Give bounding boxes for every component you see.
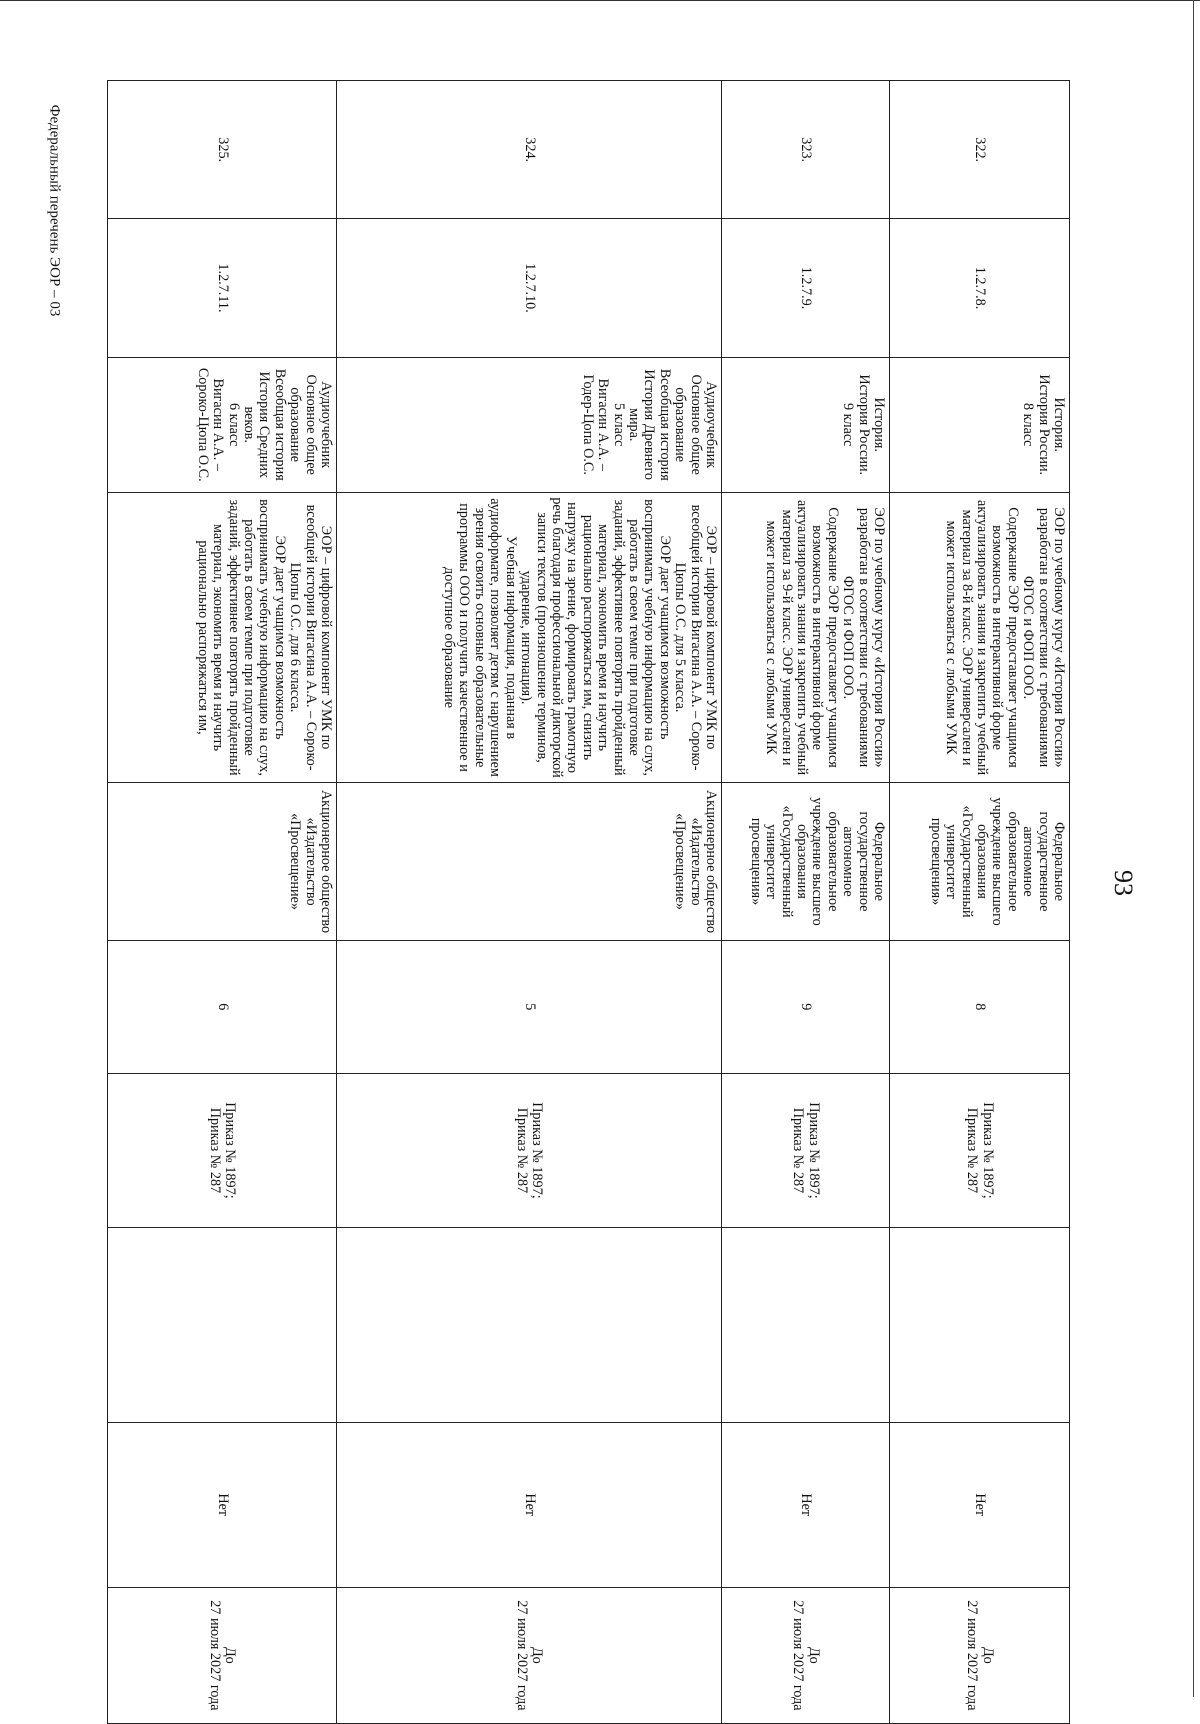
- table-row: [337, 81, 722, 1724]
- row-order: Приказ № 1897; Приказ № 287: [890, 1073, 1070, 1227]
- row-order: Приказ № 1897; Приказ № 287: [722, 1073, 890, 1227]
- row-publisher: Федеральное государственное автономное образовательное учреждение высшего образования «Государственный университет просвещения»: [722, 783, 890, 940]
- row-answer: Нет: [890, 1422, 1070, 1587]
- table-row: [890, 81, 1070, 1724]
- row-answer: Нет: [337, 1422, 722, 1587]
- row-number: 322.: [890, 81, 1070, 219]
- row-grade: 9: [722, 940, 890, 1073]
- row-order: Приказ № 1897; Приказ № 287: [337, 1073, 722, 1227]
- row-deadline: До 27 июля 2027 года: [722, 1587, 890, 1723]
- row-code: 1.2.7.10.: [337, 219, 722, 357]
- row-publisher: Акционерное общество «Издательство «Просвещение»: [337, 783, 722, 940]
- footer-note: Федеральный перечень ЭОР – 03: [46, 104, 63, 317]
- row-order: Приказ № 1897; Приказ № 287: [108, 1073, 337, 1227]
- scan-border-right: [1193, 0, 1194, 1697]
- row-number: 325.: [108, 81, 337, 219]
- row-title: Аудиоучебник Основное общее образование Всеобщая история История Древнего мира. 5 класс Вигасин А.А. – Годер-Цопа О.С.: [337, 357, 722, 492]
- row-deadline: До 27 июля 2027 года: [337, 1587, 722, 1723]
- row-number: 324.: [337, 81, 722, 219]
- row-description: ЭОР – цифровой компонент УМК по всеобщей истории Вигасина А.А. – Сороко-Цюпы О.С. для 6 класса. ЭОР дает учащимся возможность воспринимать учебную информацию на слух, работать в своем темпе при подготовке заданий, эффективнее повторять пройденный материал, экономить время и научить рационально распоряжаться им,: [108, 492, 337, 783]
- row-title: История. История России. 8 класс: [890, 357, 1070, 492]
- row-description: ЭОР по учебному курсу «История России» разработан в соответствии с требованиями ФГОС и ФОП ООО. Содержание ЭОР предоставляет учащимся возможность в интерактивной форме актуализировать знания и закрепить учебный материал за 9-й класс. ЭОР универсален и может использоваться с любыми УМК: [722, 492, 890, 783]
- row-answer: Нет: [722, 1422, 890, 1587]
- row-deadline: До 27 июля 2027 года: [890, 1587, 1070, 1723]
- row-deadline: До 27 июля 2027 года: [108, 1587, 337, 1723]
- row-title: Аудиоучебник Основное общее образование Всеобщая история История Средних веков. 6 класс Вигасин А.А. – Сороко-Цюпа О.С.: [108, 357, 337, 492]
- row-code: 1.2.7.9.: [722, 219, 890, 357]
- row-code: 1.2.7.11.: [108, 219, 337, 357]
- table-row: [722, 81, 890, 1724]
- row-grade: 5: [337, 940, 722, 1073]
- row-extra: [722, 1228, 890, 1423]
- page-number: 93: [1109, 870, 1138, 896]
- row-number: 323.: [722, 81, 890, 219]
- row-grade: 6: [108, 940, 337, 1073]
- row-description: ЭОР по учебному курсу «История России» разработан в соответствии с требованиями ФГОС и ФОП ООО. Содержание ЭОР предоставляет учащимся возможность в интерактивной форме актуализировать знания и закрепить учебный материал за 8-й класс. ЭОР универсален и может использоваться с любыми УМК: [890, 492, 1070, 783]
- row-answer: Нет: [108, 1422, 337, 1587]
- row-extra: [337, 1228, 722, 1423]
- eor-table-container: [108, 80, 1070, 1724]
- row-publisher: Акционерное общество «Издательство «Просвещение»: [108, 783, 337, 940]
- eor-table: [107, 80, 1070, 1724]
- row-grade: 8: [890, 940, 1070, 1073]
- row-publisher: Федеральное государственное автономное образовательное учреждение высшего образования «Государственный университет просвещения»: [890, 783, 1070, 940]
- row-code: 1.2.7.8.: [890, 219, 1070, 357]
- row-extra: [890, 1228, 1070, 1423]
- row-title: История. История России. 9 класс: [722, 357, 890, 492]
- row-description: ЭОР – цифровой компонент УМК по всеобщей истории Вигасина А.А. – Сороко-Цюпы О.С. для 5 класса. ЭОР дает учащимся возможность воспринимать учебную информацию на слух, работать в своем темпе при подготовке заданий, эффективнее повторять пройденный материал, экономить время и научить рационально распоряжаться им, снизить нагрузку на зрение, формировать грамотную речь благодаря профессиональной дикторской записи текстов (произношение терминов, ударение, интонация). Учебная информация, поданная в аудиоформате, позволяет детям с нарушением зрения освоить основные образовательные программы ООО и получить качественное и доступное образование: [337, 492, 722, 783]
- scan-border-top: [0, 0, 1200, 1]
- row-extra: [108, 1228, 337, 1423]
- table-row: [108, 81, 337, 1724]
